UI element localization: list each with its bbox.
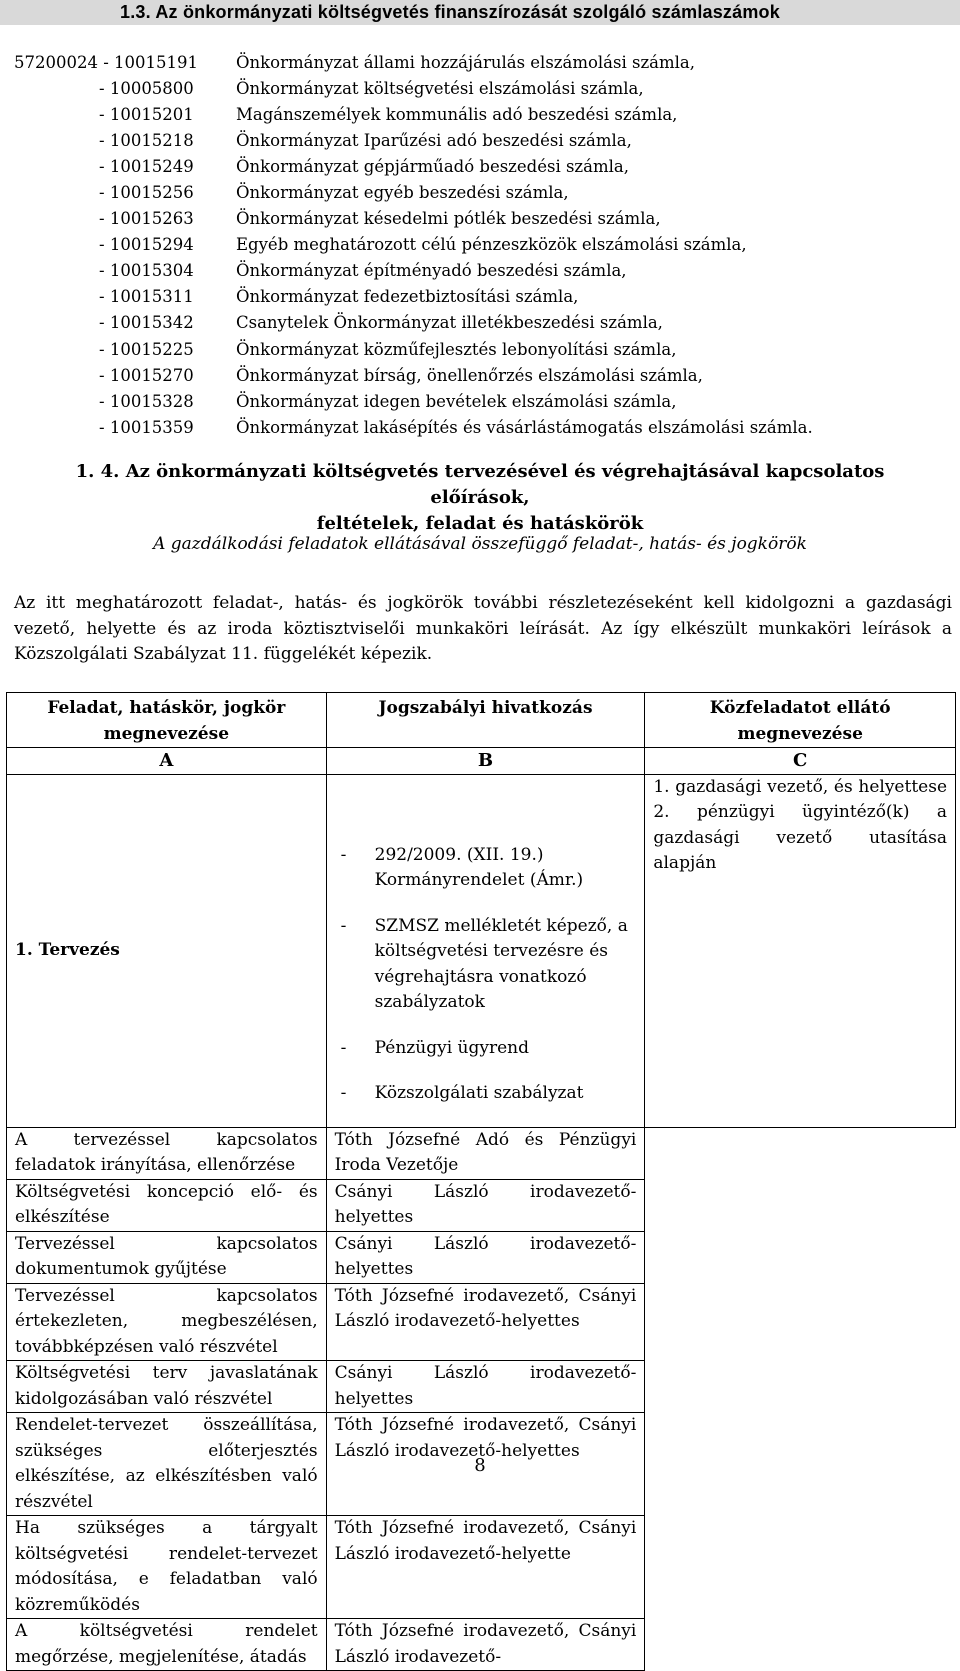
header-task: Feladat, hatáskör, jogkör megnevezése [7,693,327,748]
task-cell: Rendelet-tervezet összeállítása, szükséges előterjesztés elkészítése, az elkészítésben való részvétel [7,1413,327,1516]
account-description: Önkormányzat Iparűzési adó beszedési számla, [236,131,632,151]
task-cell: Tervezéssel kapcsolatos értekezleten, megbeszélésen, továbbképzésen való részvétel [7,1283,327,1361]
section-title-line2: feltételek, feladat és hatáskörök [316,513,644,534]
section-subtitle: A gazdálkodási feladatok ellátásával összefüggő feladat-, hatás- és jogkörök [153,534,807,554]
table-row [7,1283,956,1361]
responsible-cell: Tóth Józsefné Adó és Pénzügyi Iroda Vezetője [326,1127,645,1179]
task-cell: Ha szükséges a tárgyalt költségvetési rendelet-tervezet módosítása, e feladatban való közreműködés [7,1516,327,1619]
account-number: - 10015304 [99,261,194,281]
account-row [14,102,944,128]
legal-ref-text: Pénzügyi ügyrend [374,1037,529,1058]
account-description: Önkormányzat építményadó beszedési számla, [236,261,627,281]
account-description: Egyéb meghatározott célú pénzeszközök elszámolási számla, [236,235,747,255]
task-cell: Költségvetési koncepció elő- és elkészítése [7,1179,327,1231]
responsible-cell: Tóth Józsefné irodavezető, Csányi László irodavezető-helyettes [326,1283,645,1361]
account-row [14,310,944,336]
legal-ref-text: SZMSZ mellékletét képező, a költségvetési tervezésre és végrehajtásra vonatkozó szabályzatok [374,915,628,1012]
account-description: Csanytelek Önkormányzat illetékbeszedési számla, [236,313,663,333]
table-row [7,1516,956,1619]
account-description: Önkormányzat gépjárműadó beszedési számla, [236,157,629,177]
header-responsible: Közfeladatot ellátó megnevezése [645,693,956,748]
intro-paragraph: Az itt meghatározott feladat-, hatás- és jogkörök további részletezéseként kell kidolgozni a gazdasági vezető, helyette és az iroda köztisztviselői munkaköri leírását. Az így elkészült munkaköri leírások a Közszolgálati Szabályzat 11. függelékét képezik. [14,593,952,664]
account-row [14,154,944,180]
section-header-bar [0,0,960,25]
tasks-table [6,692,956,1671]
legal-ref-item [335,1081,637,1107]
account-row [14,389,944,415]
account-description: Önkormányzat fedezetbiztosítási számla, [236,287,579,307]
table-row [7,1179,956,1231]
responsible-cell: Tóth Józsefné irodavezető, Csányi László irodavezető- [326,1619,645,1671]
account-number: - 10015359 [99,417,194,437]
bullet-dash: - [340,915,347,936]
responsible-cell: Tóth Józsefné irodavezető, Csányi László irodavezető-helyette [326,1516,645,1619]
account-description: Magánszemélyek kommunális adó beszedési számla, [236,105,678,125]
account-description: Önkormányzat lakásépítés és vásárlástámogatás elszámolási számla. [236,417,813,437]
bullet-dash: - [340,1083,347,1103]
account-number: - 10005800 [99,79,194,99]
account-description: Önkormányzat bírság, önellenőrzés elszámolási számla, [236,365,703,385]
account-row [14,232,944,258]
letter-a: A [7,748,327,775]
legal-ref-item [335,843,637,894]
letter-b: B [326,748,645,775]
group-row [7,774,956,1127]
account-row [14,284,944,310]
account-row [14,50,944,76]
account-row [14,180,944,206]
section-title-14 [40,459,920,537]
account-row [14,206,944,232]
legal-ref-list [335,775,637,1107]
table-row [7,1619,956,1671]
legal-ref-text: Közszolgálati szabályzat [374,1083,584,1103]
account-row [14,415,944,441]
legal-ref-item [335,914,637,1016]
account-description: Önkormányzat költségvetési elszámolási számla, [236,79,644,99]
bullet-dash: - [340,844,347,865]
account-row [14,258,944,284]
account-description: Önkormányzat idegen bevételek elszámolási számla, [236,391,677,411]
responsible-cell: Tóth Józsefné irodavezető, Csányi László irodavezető-helyettes [326,1413,645,1516]
account-number: - 10015328 [99,391,194,411]
responsible-cell: Csányi László irodavezető-helyettes [326,1179,645,1231]
bullet-dash: - [340,1037,347,1058]
account-number: 57200024 - 10015191 [14,53,199,72]
account-number: - 10015256 [99,183,194,203]
account-number: - 10015263 [99,209,194,229]
header-legal: Jogszabályi hivatkozás [326,693,645,748]
letter-c: C [645,748,956,775]
group-responsible: 1. gazdasági vezető, és helyettese 2. pénzügyi ügyintéző(k) a gazdasági vezető utasítása alapján [645,774,956,1127]
account-description: Önkormányzat késedelmi pótlék beszedési számla, [236,209,661,229]
task-cell: A költségvetési rendelet megőrzése, megjelenítése, átadás [7,1619,327,1671]
account-number: - 10015311 [99,287,194,307]
account-description: Önkormányzat egyéb beszedési számla, [236,183,569,203]
task-cell: Tervezéssel kapcsolatos dokumentumok gyűjtése [7,1231,327,1283]
account-number: - 10015270 [99,365,194,385]
table-row [7,1361,956,1413]
table-row [7,1127,956,1179]
account-number: - 10015249 [99,157,194,177]
account-number: - 10015225 [99,339,194,359]
task-cell: A tervezéssel kapcsolatos feladatok irányítása, ellenőrzése [7,1127,327,1179]
account-row [14,128,944,154]
table-header-row [7,693,956,748]
account-row [14,337,944,363]
page-number: 8 [474,1455,486,1476]
account-description: Önkormányzat állami hozzájárulás elszámolási számla, [236,53,696,72]
account-row [14,76,944,102]
table-row [7,1231,956,1283]
legal-references [326,774,645,1127]
responsible-cell: Csányi László irodavezető-helyettes [326,1231,645,1283]
account-row [14,363,944,389]
legal-ref-item [335,1036,637,1062]
account-list [14,50,944,441]
task-cell: Költségvetési terv javaslatának kidolgozásában való részvétel [7,1361,327,1413]
column-letter-row [7,748,956,775]
group-title: 1. Tervezés [7,774,327,1127]
responsible-cell: Csányi László irodavezető-helyettes [326,1361,645,1413]
account-number: - 10015294 [99,235,194,255]
account-number: - 10015342 [99,313,194,333]
section-title-13: 1.3. Az önkormányzati költségvetés finanszírozását szolgáló számlaszámok [120,2,780,22]
legal-ref-text: 292/2009. (XII. 19.) Kormányrendelet (Ámr.) [374,844,584,890]
account-description: Önkormányzat közműfejlesztés lebonyolítási számla, [236,339,677,359]
section-title-line1: 1. 4. Az önkormányzati költségvetés tervezésével és végrehajtásával kapcsolatos előírások, [75,461,885,508]
account-number: - 10015201 [99,105,194,125]
account-number: - 10015218 [99,131,194,151]
